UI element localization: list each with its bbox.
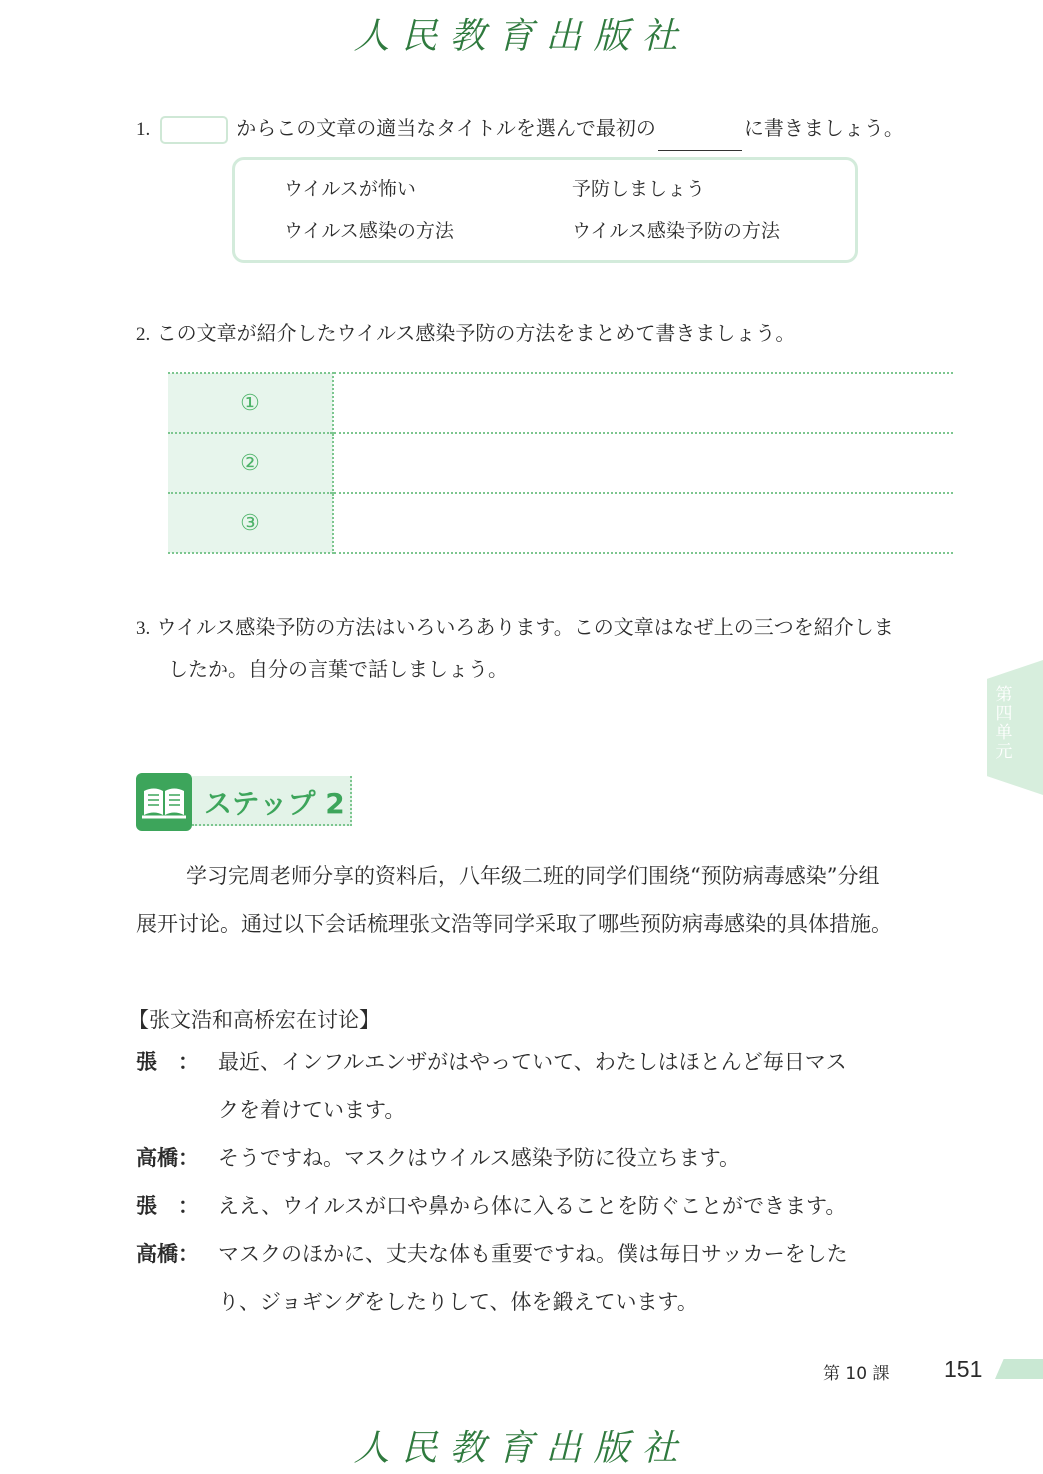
dialogue-line: マスクのほかに、丈夫な体も重要ですね。僕は毎日サッカーをした (218, 1242, 848, 1266)
dialogue-line: ええ、ウイルスが口や鼻から体に入ることを防ぐことができます。 (218, 1194, 847, 1218)
publisher-watermark-top: 人民教育出版社 (353, 16, 690, 57)
open-book-icon (136, 773, 192, 831)
answer-table (168, 372, 953, 554)
answer-cell[interactable] (333, 493, 953, 553)
choice-2: 予防しましょう (572, 178, 706, 200)
question-3-line-2: したか。自分の言葉で話しましょう。 (168, 657, 508, 681)
question-1-text-before: からこの文章の適当なタイトルを選んで最初の (236, 116, 656, 140)
step-label: ステップ 2 (204, 787, 345, 820)
lesson-label: 第 10 課 (823, 1364, 890, 1384)
page-number: 151 (944, 1356, 983, 1382)
title-choices-box (232, 157, 858, 263)
dialogue-title: 【张文浩和高桥宏在讨论】 (128, 1008, 380, 1032)
dialogue-line: そうですね。マスクはウイルス感染予防に役立ちます。 (218, 1146, 741, 1170)
question-2-text: この文章が紹介したウイルス感染予防の方法をまとめて書きましょう。 (156, 321, 796, 345)
unit-side-tab-label: 第四单元 (995, 685, 1013, 762)
title-blank (658, 128, 742, 151)
answer-cell[interactable] (333, 433, 953, 493)
choice-reference-box (160, 116, 228, 144)
question-2 (136, 312, 795, 356)
dialogue-line-continued: り、ジョギングをしたりして、体を鍛えています。 (218, 1290, 698, 1314)
row-number: ③ (168, 493, 333, 553)
choice-4: ウイルス感染予防の方法 (572, 220, 780, 242)
question-3 (136, 606, 894, 650)
dialogue-line-continued: クを着けています。 (218, 1098, 406, 1122)
row-number: ② (168, 433, 333, 493)
question-3-line-1: ウイルス感染予防の方法はいろいろあります。この文章はなぜ上の三つを紹介しま (156, 615, 894, 639)
speaker: 高橋： (136, 1146, 199, 1170)
answer-cell[interactable] (333, 373, 953, 433)
speaker: 張 ： (136, 1194, 199, 1218)
table-row (168, 433, 953, 493)
table-row (168, 373, 953, 433)
row-number: ① (168, 373, 333, 433)
question-1-text-after: に書きましょう。 (743, 116, 904, 140)
speaker: 張 ： (136, 1050, 199, 1074)
publisher-watermark-bottom: 人民教育出版社 (353, 1428, 690, 1469)
intro-line-1: 学习完周老师分享的资料后，八年级二班的同学们围绕“预防病毒感染”分组 (186, 864, 880, 888)
dialogue-line: 最近、インフルエンザがはやっていて、わたしはほとんど毎日マス (218, 1050, 847, 1074)
question-1-number: 1. (136, 119, 151, 140)
footer-accent-bar (995, 1359, 1043, 1379)
question-2-number: 2. (136, 324, 151, 345)
intro-line-2: 展开讨论。通过以下会话梳理张文浩等同学采取了哪些预防病毒感染的具体措施。 (136, 912, 892, 936)
choice-3: ウイルス感染の方法 (284, 220, 454, 242)
speaker: 高橋： (136, 1242, 199, 1266)
table-row (168, 493, 953, 553)
question-1 (136, 107, 904, 151)
choice-1: ウイルスが怖い (284, 178, 416, 200)
question-3-number: 3. (136, 618, 151, 639)
